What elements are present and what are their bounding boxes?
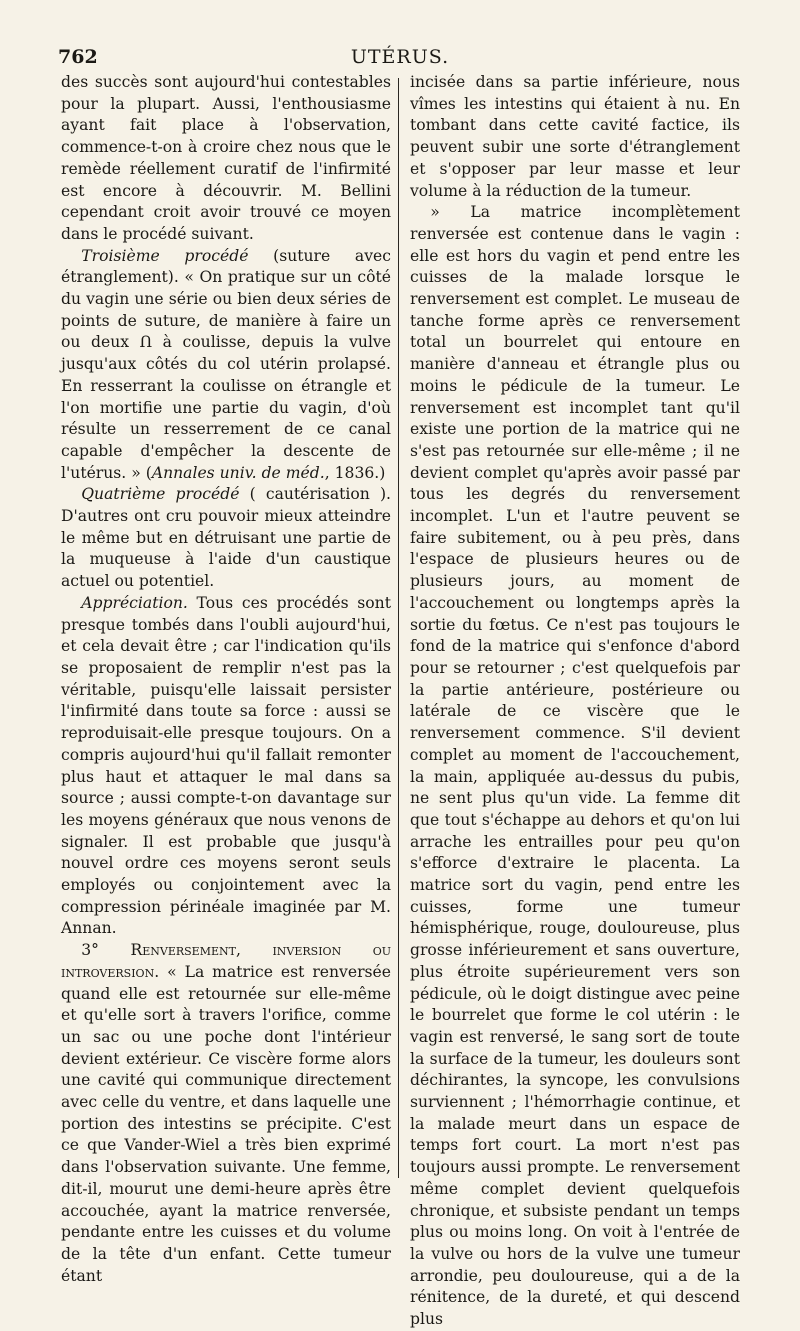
paragraph-text: (suture avec étranglement). « On pratique sur un côté du vagin une série ou bien deux séries de points de suture, de manière à faire un ou deux [61, 246, 391, 352]
suture-symbol: Ո [139, 333, 153, 352]
paragraph-quatrieme-procede [61, 484, 391, 593]
paragraph-appreciation [61, 593, 391, 940]
section-heading: Quatrième procédé [81, 485, 240, 504]
section-heading: Troisième procédé [81, 246, 249, 265]
paragraph: incisée dans sa partie inférieure, nous vîmes les intestins qui étaient à nu. En tombant dans cette cavité factice, ils peuvent subir une sorte d'étranglement et s'opposer par leur masse et leur volume à la réduction de la tumeur. [410, 73, 740, 200]
running-title: UTÉRUS. [350, 46, 450, 68]
paragraph-renversement [61, 940, 391, 1287]
section-number: 3° [81, 941, 131, 960]
paragraph-text: « La matrice est renversée quand elle est retournée sur elle-même et qu'elle sort à travers l'orifice, comme un sac ou une poche dont l'intérieur devient extérieur. Ce viscère forme alors une cavité qui communique directement avec celle du ventre, et dans laquelle une portion des intestins se précipite. C'est ce que Vander-Wiel a très bien exprimé dans l'observation suivante. Une femme, dit-il, mourut une demi-heure après être accouchée, ayant la matrice renversée, pendante entre les cuisses et du volume de la tête d'un enfant. Cette tumeur étant [61, 962, 391, 1285]
left-column [61, 72, 391, 1287]
right-column [410, 72, 740, 1331]
paragraph-text: Tous ces procédés sont presque tombés dans l'oubli aujourd'hui, et cela devait être ; car l'indication qu'ils se proposaient de remplir n'est pas la véritable, puisqu'elle laissait persister l'infirmité dans toute sa force : aussi se reproduisait-elle presque toujours. On a compris aujourd'hui qu'il fallait remonter plus haut et attaquer le mal dans sa source ; aussi compte-t-on davantage sur les moyens généraux que nous venons de signaler. Il est probable que jusqu'à nouvel ordre ces moyens seront seuls employés ou conjointement avec la compression périnéale imaginée par M. Annan. [61, 593, 391, 938]
citation-year: , 1836.) [324, 463, 386, 482]
paragraph: des succès sont aujourd'hui contestables pour la plupart. Aussi, l'enthousiasme ayant fait place à l'observation, commence-t-on à croire chez nous que le remède réellement curatif de l'infirmité est encore à découvrir. M. Bellini cependant croit avoir trouvé ce moyen dans le procédé suivant. [61, 73, 391, 243]
paragraph-text: ( cautérisation ). D'autres ont cru pouvoir mieux atteindre le même but en détruisant une partie de la muqueuse à l'aide d'un caustique actuel ou potentiel. [61, 485, 392, 591]
paragraph-troisieme-procede [61, 246, 391, 485]
paragraph-text: à coulisse, depuis la vulve jusqu'aux côtés du col utérin prolapsé. En resserrant la coulisse on étrangle et l'on mortifie une partie du vagin, d'où résulte un resserrement de ce canal capable d'empêcher la descente de l'utérus. » ( [61, 333, 391, 482]
paragraph: » La matrice incomplètement renversée est contenue dans le vagin : elle est hors du vagin et pend entre les cuisses de la malade lorsque le renversement est complet. Le museau de tanche forme après ce renversement total un bourrelet qui entoure en manière d'anneau et étrangle plus ou moins le pédicule de la tumeur. Le renversement est incomplet tant qu'il existe une portion de la matrice qui ne s'est pas retournée sur elle-même ; il ne devient complet qu'après avoir passé par tous les degrés du renversement incomplet. L'un et l'autre peuvent se faire subitement, ou à peu près, dans l'espace de plusieurs heures ou de plusieurs jours, au moment de l'accouchement ou longtemps après la sortie du fœtus. Ce n'est pas toujours le fond de la matrice qui s'enfonce d'abord pour se retourner ; c'est quelquefois par la partie antérieure, postérieure ou latérale de ce viscère que le renversement commence. S'il devient complet au moment de l'accouchement, la main, appliquée au-dessus du pubis, ne sent plus qu'un vide. La femme dit que tout s'échappe au dehors et qu'on lui arrache les entrailles pour peu qu'on s'efforce d'extraire le placenta. La matrice sort du vagin, pend entre les cuisses, forme une tumeur hémisphérique, rouge, douloureuse, plus grosse inférieurement et sans ouverture, plus étroite supérieurement vers son pédicule, où le doigt distingue avec peine le bourrelet que forme le col utérin : le vagin est renversé, le sang sort de toute la surface de la tumeur, les douleurs sont déchirantes, la syncope, les convulsions surviennent ; l'hémorrhagie continue, et la malade meurt dans un espace de temps fort court. La mort n'est pas toujours aussi prompte. Le renversement même complet devient quelquefois chronique, et subsiste pendant un temps plus ou moins long. On voit à l'entrée de la vulve ou hors de la vulve une tumeur arrondie, peu douloureuse, qui a de la rénitence, de la dureté, et qui descend plus [410, 203, 740, 1329]
section-heading: Appréciation. [81, 593, 188, 612]
column-divider [398, 78, 399, 1178]
page-number: 762 [58, 46, 98, 68]
citation: Annales univ. de méd. [151, 463, 325, 482]
section-heading: Renversement, inversion ou introversion. [61, 941, 391, 981]
page-header [58, 40, 742, 70]
